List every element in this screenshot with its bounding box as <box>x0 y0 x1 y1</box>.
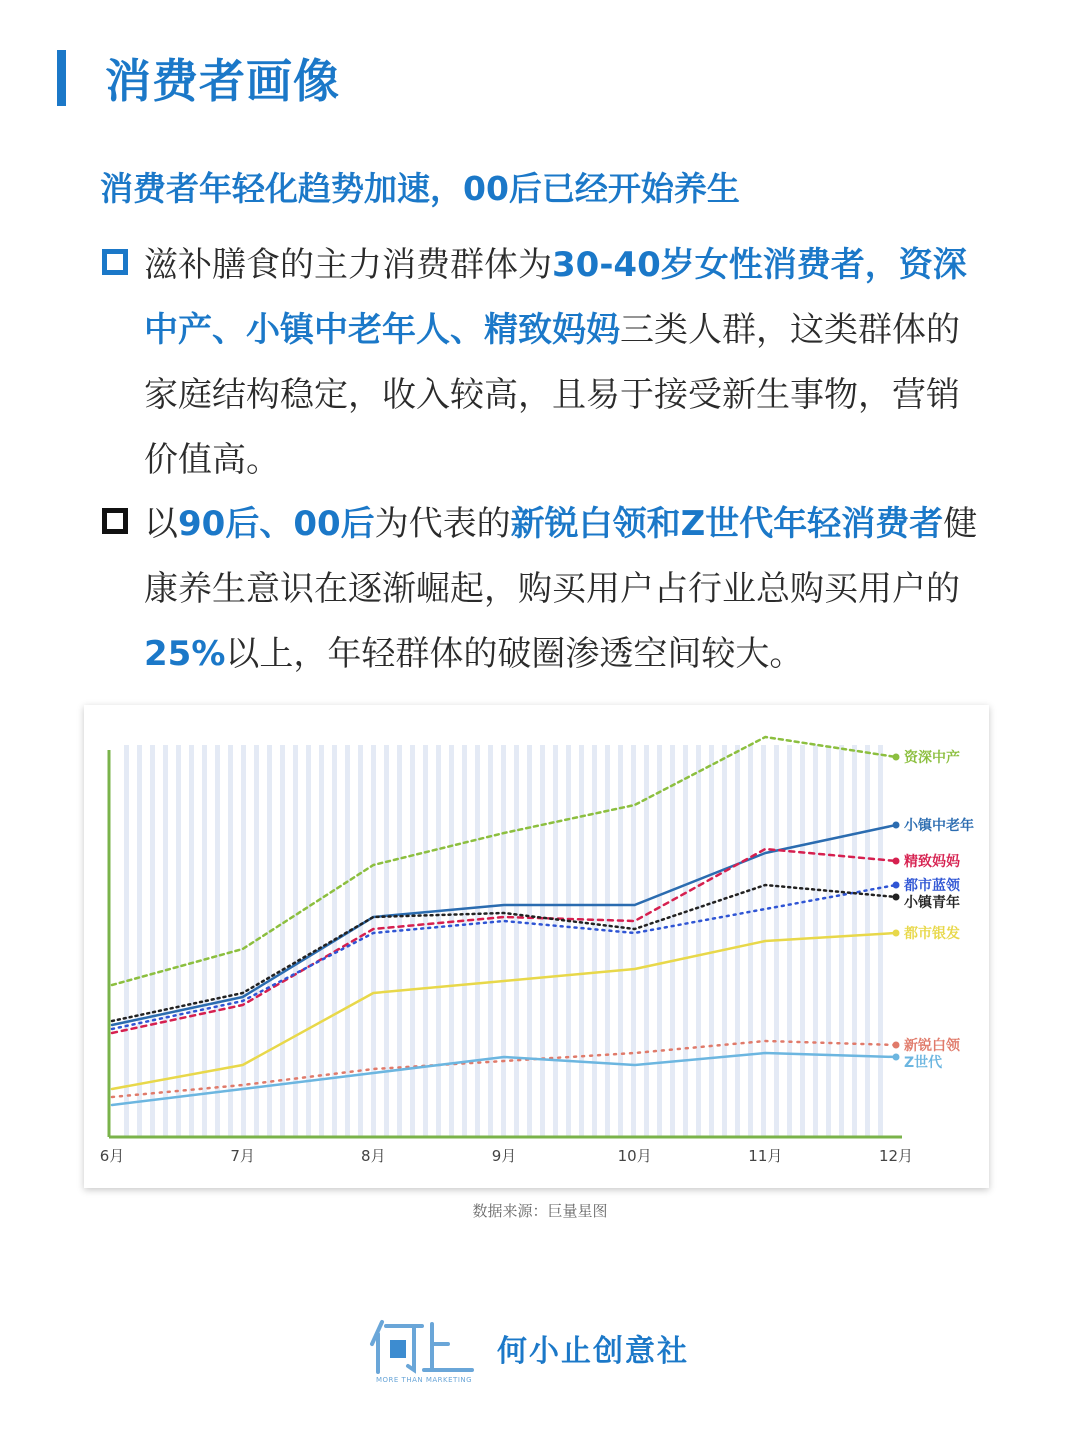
grid-stripe <box>228 745 233 1137</box>
grid-stripe <box>826 745 831 1137</box>
x-tick-label: 6月 <box>99 1147 125 1165</box>
series-label: Z世代 <box>904 1055 943 1071</box>
grid-stripe <box>865 745 870 1137</box>
grid-stripe <box>124 745 129 1137</box>
series-label: 精致妈妈 <box>904 854 960 870</box>
series-end-point <box>893 754 900 761</box>
brand-name: 何小止创意社 <box>497 1334 689 1369</box>
bullet-segment: 为代表的 <box>374 504 511 544</box>
series-label: 都市蓝领 <box>904 878 960 894</box>
grid-stripe <box>280 745 285 1137</box>
subtitle: 消费者年轻化趋势加速，00后已经开始养生 <box>100 169 740 208</box>
x-tick-label: 9月 <box>491 1147 517 1165</box>
series-label: 新锐白领 <box>904 1038 960 1054</box>
grid-stripe <box>475 745 480 1137</box>
series-end-point <box>893 822 900 829</box>
bullet-segment: 健康养生意识在逐渐崛起，购买用户占行业总购买用户的 <box>144 504 978 609</box>
bullet-segment: 三类人群，这类群体的家庭结构稳定，收入较高，且易于接受新生事物，营销价值高。 <box>144 310 960 480</box>
page-title: 消费者画像 <box>105 54 340 108</box>
grid-stripe <box>579 745 584 1137</box>
grid-stripe <box>488 745 493 1137</box>
grid-stripe <box>449 745 454 1137</box>
x-tick-label: 8月 <box>361 1147 386 1165</box>
grid-stripe <box>839 745 844 1137</box>
brand-tagline: MORE THAN MARKETING <box>376 1376 473 1384</box>
bullet-text <box>144 233 989 493</box>
grid-stripe <box>384 745 389 1137</box>
checkbox-icon <box>102 249 128 275</box>
line-chart-card <box>84 705 989 1188</box>
bullet-highlight: 25% <box>144 634 226 674</box>
grid-stripe <box>410 745 415 1137</box>
series-end-point <box>893 858 900 865</box>
checkbox-icon <box>102 508 128 534</box>
bullet-segment: 滋补膳食的主力消费群体为 <box>144 245 552 285</box>
series-end-point <box>893 1054 900 1061</box>
grid-stripe <box>709 745 714 1137</box>
grid-stripe <box>462 745 467 1137</box>
grid-stripe <box>748 745 753 1137</box>
x-tick-label: 7月 <box>230 1147 255 1165</box>
grid-stripe <box>566 745 571 1137</box>
grid-stripe <box>787 745 792 1137</box>
grid-stripe <box>592 745 597 1137</box>
grid-stripe <box>852 745 857 1137</box>
grid-stripe <box>553 745 558 1137</box>
grid-stripe <box>436 745 441 1137</box>
grid-stripe <box>397 745 402 1137</box>
line-chart <box>84 705 989 1188</box>
grid-stripe <box>371 745 376 1137</box>
grid-stripe <box>527 745 532 1137</box>
grid-stripe <box>241 745 246 1137</box>
bullet-1 <box>100 233 1000 495</box>
grid-stripe <box>215 745 220 1137</box>
grid-stripe <box>657 745 662 1137</box>
grid-stripe <box>618 745 623 1137</box>
bullet-segment: 以上，年轻群体的破圈渗透空间较大。 <box>225 634 804 674</box>
brand-logo-icon <box>368 1316 478 1376</box>
grid-stripe <box>501 745 506 1137</box>
grid-stripe <box>306 745 311 1137</box>
grid-stripe <box>605 745 610 1137</box>
grid-stripe <box>150 745 155 1137</box>
grid-stripe <box>345 745 350 1137</box>
grid-stripe <box>644 745 649 1137</box>
series-label: 小镇青年 <box>904 895 960 911</box>
grid-stripe <box>423 745 428 1137</box>
grid-stripe <box>540 745 545 1137</box>
series-label: 小镇中老年 <box>904 818 974 834</box>
grid-stripe <box>267 745 272 1137</box>
grid-stripe <box>514 745 519 1137</box>
bullet-highlight: 新锐白领和Z世代年轻消费者 <box>510 504 944 544</box>
x-tick-label: 10月 <box>617 1147 652 1165</box>
bullet-segment: 以 <box>144 504 178 544</box>
series-end-point <box>893 1042 900 1049</box>
grid-stripe <box>202 745 207 1137</box>
grid-stripe <box>813 745 818 1137</box>
grid-stripe <box>189 745 194 1137</box>
grid-stripe <box>137 745 142 1137</box>
bullet-2 <box>100 492 1000 688</box>
series-label: 都市银发 <box>904 926 960 942</box>
x-tick-label: 12月 <box>878 1147 914 1165</box>
bullet-highlight: 90后、00后 <box>178 504 375 544</box>
grid-stripe <box>878 745 883 1137</box>
bullet-highlight: 30-40岁女性消费者，资深中产、小镇中老年人、精致妈妈 <box>144 245 967 350</box>
grid-stripe <box>722 745 727 1137</box>
heading-accent-bar <box>57 50 66 106</box>
grid-stripe <box>696 745 701 1137</box>
series-end-point <box>893 930 900 937</box>
grid-stripe <box>670 745 675 1137</box>
bullet-text <box>144 492 989 687</box>
grid-stripe <box>683 745 688 1137</box>
x-tick-label: 11月 <box>748 1147 783 1165</box>
grid-stripe <box>735 745 740 1137</box>
grid-stripe <box>800 745 805 1137</box>
series-end-point <box>893 894 900 901</box>
series-label: 资深中产 <box>904 750 960 766</box>
series-end-point <box>893 882 900 889</box>
data-source: 数据来源：巨量星图 <box>472 1202 608 1220</box>
